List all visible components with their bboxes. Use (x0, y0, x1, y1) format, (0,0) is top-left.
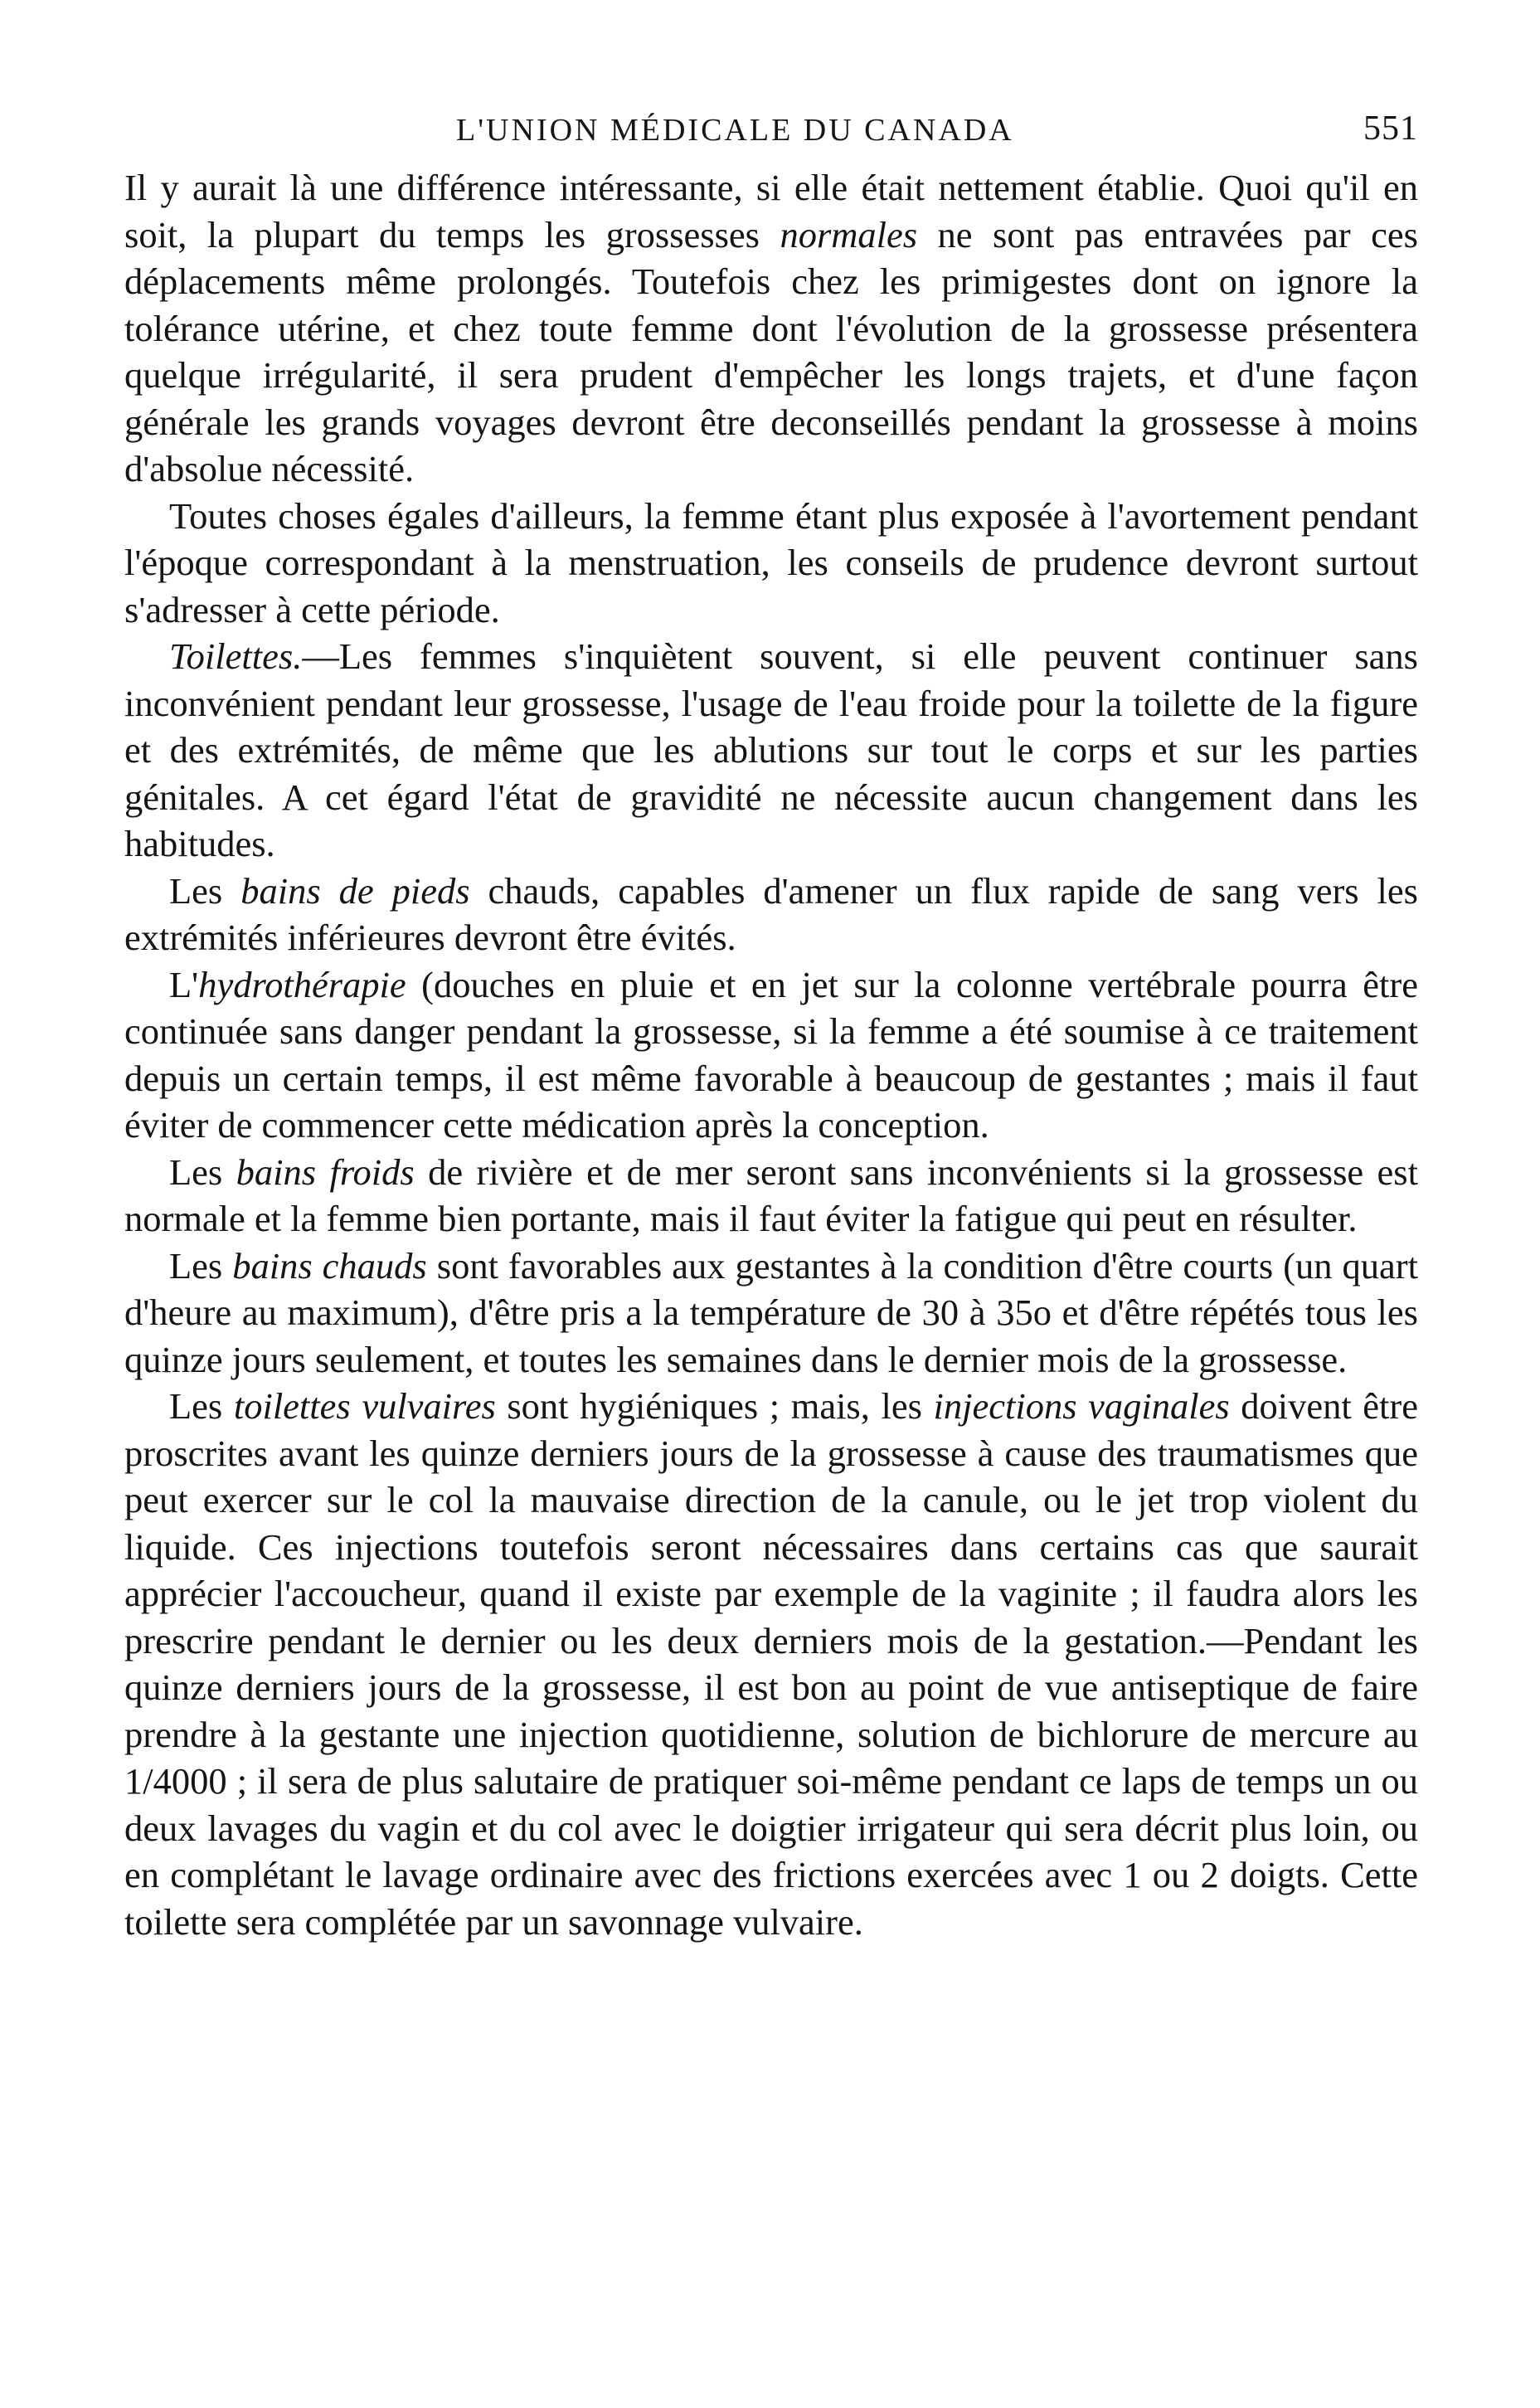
text-run: chauds, capables d'amener un flux rapide de sang vers les extrémités inférieures devront être évités. (124, 869, 1418, 958)
text-run: Les (169, 1150, 236, 1193)
text-run: Il y aurait là une différence intéressante, si elle était nettement établie. Quoi qu'il en soit, la plupart du temps les grossesses (124, 167, 1418, 255)
text-run: Toutes choses égales d'ailleurs, la femme étant plus exposée à l'avortement pendant l'époque correspondant à la menstruation, les conseils de prudence devront surtout s'adresser à cette période. (124, 494, 1418, 630)
text-run: sont hygiéniques ; mais, les (495, 1385, 934, 1427)
italic-term: toilettes vulvaires (233, 1385, 496, 1427)
paragraph (124, 868, 1418, 961)
text-run: —Les femmes s'inquiètent souvent, si elle peuvent continuer sans inconvénient pendant leur grossesse, l'usage de l'eau froide pour la toilette de la figure et des extrémités, de même que les ablutions sur tout le corps et sur les parties génitales. A cet égard l'état de gravidité ne nécessite aucun changement dans les habitudes. (124, 635, 1418, 864)
paragraph (124, 633, 1418, 868)
paragraph (124, 1149, 1418, 1243)
body-text (124, 164, 1418, 1945)
paragraph (124, 493, 1418, 634)
page (124, 0, 1418, 2408)
journal-title: L'UNION MÉDICALE DU CANADA (456, 113, 1014, 148)
text-run: Les (169, 869, 241, 912)
italic-term: normales (780, 213, 918, 255)
italic-term: bains froids (236, 1150, 415, 1193)
text-run: de rivière et de mer seront sans inconvénients si la grossesse est normale et la femme bien portante, mais il faut éviter la fatigue qui peut en résulter. (124, 1150, 1418, 1239)
running-head (124, 109, 1418, 162)
paragraph (124, 164, 1418, 493)
text-run: Les (169, 1385, 234, 1427)
italic-term: hydrothérapie (198, 963, 406, 1005)
text-run: L' (169, 963, 199, 1005)
italic-term: Toilettes. (169, 635, 303, 677)
text-run: sont favorables aux gestantes à la condition d'être courts (un quart d'heure au maximum), d'être pris a la température de 30 à 35o et d'être répétés tous les quinze jours seulement, et toutes les semaines dans le dernier mois de la grossesse. (124, 1244, 1418, 1380)
text-run: Les (169, 1244, 233, 1287)
text-run: (douches en pluie et en jet sur la colonne vertébrale pourra être continuée sans danger pendant la grossesse, si la femme a été soumise à ce traitement depuis un certain temps, il est même favorable à beaucoup de gestantes ; mais il faut éviter de commencer cette médication après la conception. (124, 963, 1418, 1146)
italic-term: bains chauds (232, 1244, 427, 1287)
paragraph (124, 961, 1418, 1149)
text-run: doivent être proscrites avant les quinze derniers jours de la grossesse à cause des traumatismes que peut exercer sur le col la mauvaise direction de la canule, ou le jet trop violent du liquide. Ces injections toutefois seront nécessaires dans certains cas que saurait apprécier l'accoucheur, quand il existe par exemple de la vaginite ; il faudra alors les prescrire pendant le dernier ou les deux derniers mois de la gestation.—Pendant les quinze derniers jours de la grossesse, il est bon au point de vue antiseptique de faire prendre à la gestante une injection quotidienne, solution de bichlorure de mercure au 1/4000 ; il sera de plus salutaire de pratiquer soi-même pendant ce laps de temps un ou deux lavages du vagin et du col avec le doigtier irrigateur qui sera décrit plus loin, ou en complétant le lavage ordinaire avec des frictions exercées avec 1 ou 2 doigts. Cette toilette sera complétée par un savonnage vulvaire. (124, 1385, 1418, 1943)
page-number: 551 (1363, 109, 1418, 148)
paragraph (124, 1383, 1418, 1945)
paragraph (124, 1243, 1418, 1384)
italic-term: bains de pieds (240, 869, 470, 912)
text-run: ne sont pas entravées par ces déplacements même prolongés. Toutefois chez les primigestes dont on ignore la tolérance utérine, et chez toute femme dont l'évolution de la grossesse présentera quelque irrégularité, il sera prudent d'empêcher les longs trajets, et d'une façon générale les grands voyages devront être deconseillés pendant la grossesse à moins d'absolue nécessité. (124, 213, 1418, 489)
italic-term: injections vaginales (933, 1385, 1230, 1427)
